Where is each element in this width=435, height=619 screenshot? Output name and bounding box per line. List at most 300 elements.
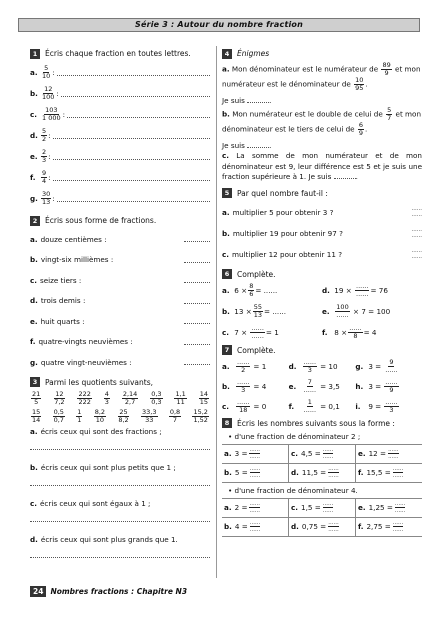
suffix: = 3,5: [320, 381, 340, 391]
answer-dots[interactable]: [184, 359, 210, 365]
item-label: d.: [291, 468, 299, 477]
ex7-cell: [355, 359, 422, 374]
frac-den: 3: [241, 385, 246, 394]
frac-num: 100: [336, 302, 349, 311]
question-line: [30, 427, 210, 436]
ex6-b-post[interactable]: = ......: [264, 306, 287, 316]
expression: 1,5 =: [301, 503, 321, 512]
ex5-item: [222, 223, 422, 244]
answer-line[interactable]: [30, 508, 210, 522]
ex1-number: 1: [30, 49, 40, 59]
ex2-item: [30, 291, 210, 312]
ex3-question: [30, 535, 210, 571]
ex4-c: c. La somme de mon numérateur et de mon dénominateur est 9, leur différence est 5 et je suis une fraction supérieure à 1. Je suis .: [222, 151, 422, 181]
ex7-grid: [222, 359, 422, 414]
ex1-item: [30, 125, 210, 146]
ex6-title: [222, 269, 422, 280]
ex6-f: f. 8 × $\frac{......}{8}$ = 4: [322, 323, 377, 340]
frac-den: 3: [307, 365, 312, 374]
prefix: 9 =: [368, 401, 382, 411]
quotient: [199, 391, 209, 406]
answer-dots[interactable]: [184, 236, 210, 242]
answer-blank[interactable]: ...... ......: [322, 501, 334, 514]
frac-num: 15,2: [193, 407, 208, 416]
frac-num: 89: [382, 61, 391, 69]
ex4-title: [222, 48, 422, 59]
ex1-fraction: [41, 86, 55, 101]
item-label: a.: [222, 207, 230, 217]
answer-blank[interactable]: ...... ......: [249, 520, 261, 533]
suffix: = 4: [253, 381, 267, 391]
frac-num: 0,8: [169, 407, 181, 416]
ex7-cell: [355, 379, 422, 394]
ex2-item: [30, 352, 210, 373]
item-label: a.: [30, 426, 38, 436]
item-label: d.: [288, 361, 297, 371]
ex3-quotients-row-1: [30, 391, 210, 406]
frac-num: 55: [253, 302, 263, 311]
frac-den: 14: [32, 415, 41, 424]
ex2-item: [30, 270, 210, 291]
answer-blank[interactable]: ...... ......: [394, 501, 406, 514]
quotient: [174, 391, 186, 406]
ex5-title: [222, 188, 422, 199]
item-label: e.: [30, 152, 38, 161]
item-text: vingt-six millièmes :: [40, 255, 114, 265]
frac-num: 21: [32, 389, 41, 398]
frac-num: 1: [307, 397, 312, 406]
item-label: h.: [355, 381, 364, 391]
item-label: e.: [358, 449, 366, 458]
expression: 2 =: [234, 503, 248, 512]
item-label: g.: [355, 361, 364, 371]
ex7-fraction[interactable]: [384, 399, 398, 414]
ex1-fraction: [41, 191, 51, 206]
ex7-fraction[interactable]: [303, 399, 317, 414]
ex7-cell: [289, 399, 356, 414]
item-text: multiplier 5 pour obtenir 3 ?: [232, 207, 334, 217]
ex8-cell: [355, 464, 422, 482]
ex8-cell: [355, 445, 422, 463]
suffix: = 1: [253, 361, 267, 371]
item-label: c.: [222, 401, 229, 411]
frac-den: 95: [355, 84, 364, 92]
ex7-instruction: Complète.: [237, 345, 276, 355]
frac-den: 2: [241, 365, 246, 374]
ex8-instruction: Écris les nombres suivants sous la forme :: [237, 418, 395, 428]
frac-den: 33: [145, 415, 154, 424]
answer-line[interactable]: [30, 436, 210, 450]
question-line: [30, 463, 210, 472]
ex6-number: 6: [222, 269, 232, 279]
answer-blank[interactable]: ...... ......: [328, 520, 339, 533]
item-text: douze centièmes :: [40, 234, 107, 244]
frac-den: 9: [358, 128, 364, 137]
ex1-fraction: [41, 149, 47, 164]
prefix: 3 =: [368, 381, 382, 391]
ex4-a-text1: Mon dénominateur est le numérateur de: [231, 64, 379, 74]
answer-blank[interactable]: ...... ......: [249, 466, 261, 479]
answer-blank[interactable]: ...... ......: [411, 227, 422, 239]
serie-title: Série 3 : Autour du nombre fraction: [18, 18, 420, 32]
ex7-fraction[interactable]: [384, 379, 398, 394]
ex3-title: [30, 377, 210, 388]
frac-den: ......: [385, 365, 398, 374]
frac-den: 3: [104, 397, 109, 406]
answer-blank[interactable]: ...... ......: [411, 248, 422, 260]
ex1-item: [30, 104, 210, 125]
frac-den: 1 000: [42, 114, 61, 122]
item-label: a.: [222, 361, 230, 371]
item-label: i.: [355, 401, 361, 411]
ex8-table-1: [222, 444, 422, 483]
frac-num: ......: [237, 377, 250, 386]
ex4-a-text2: et mon numérateur est le dénominateur de: [222, 64, 421, 89]
quotient: [150, 391, 162, 406]
answer-blank[interactable]: ...... ......: [392, 520, 404, 533]
ex2-title: [30, 215, 210, 226]
ex7-fraction[interactable]: [303, 379, 317, 394]
item-label: b.: [30, 462, 38, 472]
ex1-item: [30, 188, 210, 209]
quotient: [141, 409, 157, 424]
item-label: e.: [358, 503, 366, 512]
frac-den: 18: [239, 405, 248, 414]
ex6-d-blank[interactable]: $\frac{......}{......}$: [356, 281, 369, 298]
frac-num: 14: [199, 389, 208, 398]
answer-blank[interactable]: ...... ......: [249, 501, 260, 514]
item-label: b.: [224, 522, 232, 531]
question-line: [30, 535, 210, 544]
ex8-cell: [355, 499, 422, 517]
item-text: huit quarts :: [40, 316, 85, 326]
ex8-row: [222, 499, 422, 518]
answer-line[interactable]: [30, 472, 210, 486]
quotient: [94, 409, 106, 424]
ex2-number: 2: [30, 216, 40, 226]
suffix: = 0: [253, 401, 267, 411]
ex5-item: [222, 202, 422, 223]
ex8-sub2: • d'une fraction de dénominateur 4.: [228, 485, 358, 495]
expression: 4 =: [234, 522, 248, 531]
ex7-number: 7: [222, 345, 232, 355]
frac-num: ......: [385, 397, 398, 406]
expression: 2,75 =: [366, 522, 391, 531]
item-label: a.: [30, 68, 38, 77]
quotient: [76, 409, 82, 424]
ex7-fraction[interactable]: [303, 359, 317, 374]
expression: 4,5 =: [301, 449, 321, 458]
question-text: écris ceux qui sont égaux à 1 ;: [40, 498, 151, 508]
frac-den: 100: [42, 93, 55, 101]
frac-num: 0,5: [53, 407, 64, 416]
je-suis-label: Je suis: [222, 140, 245, 150]
frac-num: 1: [77, 407, 82, 416]
ex1-fraction: [41, 65, 51, 80]
item-label: d.: [30, 296, 38, 306]
frac-num: 0,3: [151, 389, 162, 398]
item-text: multiplier 19 pour obtenir 97 ?: [232, 228, 343, 238]
frac-num: 4: [104, 389, 109, 398]
frac-den: 7,2: [54, 397, 65, 406]
item-label: b.: [30, 255, 38, 265]
item-label: a.: [224, 503, 232, 512]
quotient: [169, 409, 181, 424]
ex2-item: [30, 311, 210, 332]
ex1-instruction: Écris chaque fraction en toutes lettres.: [45, 49, 191, 58]
ex1-list: [30, 62, 210, 209]
frac-num: 5: [387, 105, 392, 114]
frac-num: 12: [44, 85, 53, 93]
frac-den: 1: [77, 415, 82, 424]
question-line: [30, 499, 210, 508]
item-label: g.: [30, 357, 38, 367]
ex8-cell: [222, 445, 288, 463]
page-footer: [30, 584, 187, 598]
frac-num: 6: [358, 120, 364, 129]
quotient: [192, 409, 208, 424]
frac-den: 3: [42, 156, 47, 164]
frac-den: 4: [42, 177, 47, 185]
frac-den: 222: [78, 397, 91, 406]
ex1-item: [30, 167, 210, 188]
ex6-b-frac: [253, 304, 263, 319]
frac-den: 13: [253, 310, 263, 319]
ex6-b-pre: 13 ×: [234, 306, 252, 316]
frac-den: 2: [42, 135, 47, 143]
ex4-b-text1: Mon numérateur est le double de celui de: [232, 109, 383, 118]
frac-num: 15: [32, 407, 41, 416]
answer-line[interactable]: [30, 544, 210, 558]
expression: 3 =: [234, 449, 248, 458]
answer-line[interactable]: [53, 133, 210, 139]
answer-dots[interactable]: [247, 142, 269, 148]
frac-den: 15: [199, 397, 208, 406]
ex6-f-frac[interactable]: [348, 325, 362, 340]
expression: 12 =: [368, 449, 387, 458]
item-label: a.: [30, 234, 38, 244]
ex6-a: a. 6 × $\frac{8}{6}$ = ......: [222, 281, 278, 298]
frac-den: 3: [389, 405, 394, 414]
ex7-title: [222, 345, 422, 356]
item-label: e.: [30, 316, 38, 326]
item-label: f.: [30, 173, 36, 182]
frac-num: 9: [42, 169, 47, 177]
frac-den: 11: [176, 397, 185, 406]
frac-den: 6: [249, 289, 254, 298]
frac-num: 12: [55, 389, 64, 398]
ex7-cell: [355, 399, 422, 414]
answer-line[interactable]: [57, 70, 210, 76]
frac-den: ......: [336, 310, 349, 319]
ex6-f-post: = 4: [363, 327, 377, 337]
item-label: c.: [222, 249, 229, 259]
ex6-grid: [222, 283, 422, 340]
ex6-a-post[interactable]: = ......: [255, 285, 278, 295]
item-text: quatre vingt-neuvièmes :: [40, 357, 132, 367]
frac-num: 5: [42, 127, 47, 135]
answer-blank[interactable]: ...... ......: [388, 447, 399, 460]
frac-num: 10: [355, 76, 364, 84]
item-label: d.: [30, 131, 38, 140]
ex6-c-blank[interactable]: $\frac{......}{......}$: [251, 323, 264, 340]
page-number: 24: [30, 586, 46, 597]
ex3-question: [30, 427, 210, 463]
ex8-cell: [288, 518, 355, 536]
frac-den: 9: [389, 385, 394, 394]
answer-blank[interactable]: ...... ......: [328, 466, 339, 479]
item-label: d.: [30, 534, 38, 544]
ex5-item: [222, 244, 422, 265]
expression: 1,25 =: [368, 503, 393, 512]
ex1-fraction: [41, 128, 47, 143]
item-label: f.: [288, 401, 295, 411]
item-text: multiplier 12 pour obtenir 11 ?: [232, 249, 343, 259]
ex7-fraction[interactable]: [236, 379, 250, 394]
answer-dots[interactable]: [184, 318, 210, 324]
ex3-quotients-row-2: [30, 409, 210, 424]
frac-den: ......: [303, 385, 317, 394]
ex7-cell: [289, 379, 356, 394]
ex3-instruction: Parmi les quotients suivants,: [45, 377, 153, 387]
ex6-c-pre: 7 ×: [234, 327, 248, 337]
answer-dots[interactable]: [184, 257, 210, 263]
frac-num: 1,1: [175, 389, 186, 398]
ex6-f-pre: 8 ×: [334, 327, 348, 337]
item-label: f.: [30, 337, 36, 347]
ex3-question: [30, 463, 210, 499]
ex4-a-answer: Je suis .: [222, 96, 272, 105]
frac-num: 30: [42, 190, 51, 198]
ex3-number: 3: [30, 377, 40, 387]
expression: 5 =: [234, 468, 248, 477]
ex8-title: [222, 418, 422, 429]
answer-line[interactable]: [53, 154, 210, 160]
answer-dots[interactable]: [334, 173, 356, 179]
quotient: [104, 391, 110, 406]
ex4-b-text2: et mon dénominateur est le tiers de celui de: [222, 109, 421, 133]
colon: :: [48, 173, 51, 182]
frac-num: 33,3: [142, 407, 157, 416]
ex6-a-frac: [248, 283, 254, 298]
expression: 0,75 =: [301, 522, 327, 531]
ex8-cell: [288, 464, 355, 482]
answer-blank[interactable]: ...... ......: [322, 447, 334, 460]
ex1-item: [30, 62, 210, 83]
frac-den: 5: [34, 397, 39, 406]
je-suis-label: Je suis: [222, 96, 245, 105]
ex4-b: b. Mon numérateur est le double de celui de $\frac{5}{7}$ et mon dénominateur est le tiers de celui de $\frac{6}{9}$ .: [222, 105, 421, 137]
frac-num: 2: [42, 148, 47, 156]
ex6-e-post: × 7 = 100: [353, 306, 391, 316]
ex2-item: [30, 250, 210, 271]
answer-dots[interactable]: [184, 339, 210, 345]
ex6-d-pre: 19 ×: [334, 285, 352, 295]
frac-num: ......: [237, 397, 250, 406]
ex2-item: [30, 229, 210, 250]
ex8-row: [222, 518, 422, 537]
ex7-cell: [222, 399, 289, 414]
ex4-a-frac2: [354, 77, 364, 92]
frac-num: 103: [45, 106, 58, 114]
ex7-fraction[interactable]: [384, 359, 398, 374]
ex8-number: 8: [222, 418, 232, 428]
question-text: écris ceux qui sont des fractions ;: [40, 426, 162, 436]
chapter-label: Nombres fractions : Chapitre N3: [50, 586, 188, 596]
frac-den: 7: [387, 113, 392, 122]
frac-num: 2,14: [122, 389, 138, 398]
prefix: 3 =: [368, 361, 382, 371]
item-label: a.: [224, 449, 232, 458]
answer-line[interactable]: [61, 91, 210, 97]
item-label: c.: [291, 503, 298, 512]
ex4-b-answer: Je suis .: [222, 140, 272, 150]
quotient: [31, 391, 41, 406]
answer-dots[interactable]: [184, 298, 210, 304]
colon: :: [52, 194, 55, 203]
ex8-cell: [222, 518, 288, 536]
ex7-fraction[interactable]: [236, 359, 250, 374]
frac-num: 8,2: [94, 407, 106, 416]
ex4-b-frac2: [358, 122, 364, 137]
answer-dots[interactable]: [184, 277, 210, 283]
frac-num: 8: [249, 281, 254, 290]
frac-num: 9: [389, 357, 394, 366]
answer-line[interactable]: [67, 112, 210, 118]
answer-line[interactable]: [57, 196, 210, 202]
item-label: g.: [30, 194, 38, 203]
ex3-question: [30, 499, 210, 535]
item-label: c.: [30, 110, 37, 119]
frac-den: 8,2: [118, 415, 129, 424]
ex4-number: 4: [222, 49, 232, 59]
frac-num: ......: [303, 357, 317, 366]
colon: :: [56, 89, 59, 98]
answer-blank[interactable]: ...... ......: [411, 206, 422, 218]
ex6-instruction: Complète.: [237, 269, 276, 279]
ex8-cell: [355, 518, 422, 536]
ex4-instruction: Énigmes: [237, 49, 270, 58]
frac-num: 5: [44, 64, 49, 72]
frac-den: ......: [303, 405, 317, 414]
ex8-row: [222, 445, 422, 464]
frac-num: 7: [307, 377, 312, 386]
colon: :: [48, 131, 51, 140]
ex8-cell: [222, 464, 288, 482]
ex6-e-frac[interactable]: [335, 304, 349, 319]
colon: :: [52, 68, 55, 77]
ex1-item: [30, 83, 210, 104]
ex5-list: [222, 202, 422, 265]
answer-line[interactable]: [53, 175, 210, 181]
ex5-number: 5: [222, 188, 232, 198]
item-label: c.: [30, 275, 37, 285]
ex7-fraction[interactable]: [236, 399, 250, 414]
frac-num: 25: [119, 407, 128, 416]
ex5-instruction: Par quel nombre faut-il :: [237, 188, 328, 198]
question-text: écris ceux qui sont plus grands que 1.: [40, 534, 178, 544]
suffix: = 0,1: [320, 401, 340, 411]
answer-blank[interactable]: ...... ......: [249, 447, 260, 460]
ex1-title: [30, 48, 210, 59]
ex6-b: b. 13 × $\frac{55}{13}$ = ......: [222, 302, 287, 319]
quotient: [122, 391, 138, 406]
answer-blank[interactable]: ...... ......: [392, 466, 404, 479]
ex6-c: c. 7 × $\frac{......}{......}$ = 1: [222, 323, 279, 340]
frac-den: 10: [42, 72, 51, 80]
answer-dots[interactable]: [247, 97, 269, 103]
ex1-fraction: [41, 170, 47, 185]
